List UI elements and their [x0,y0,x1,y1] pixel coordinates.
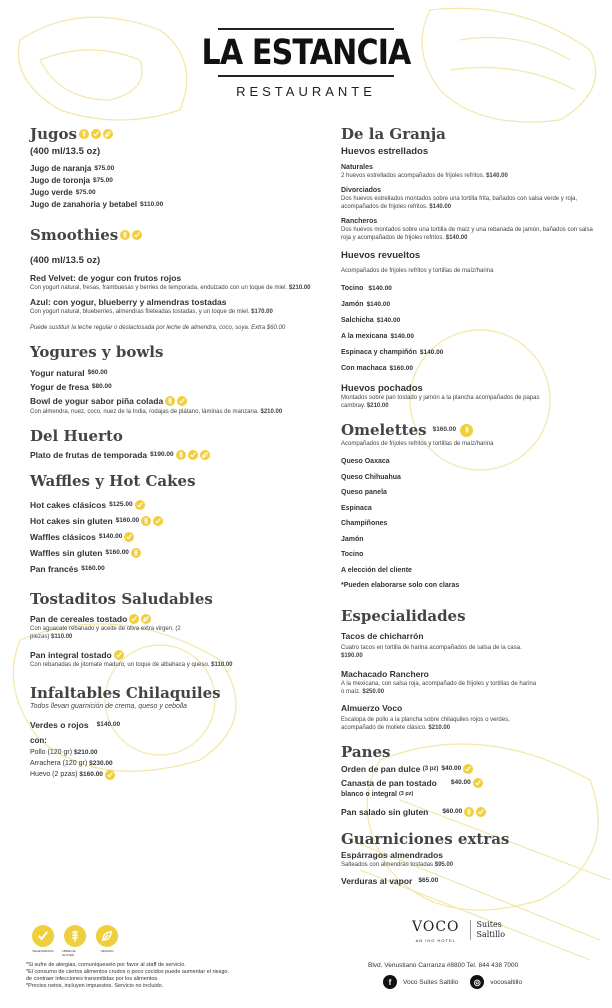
brand-top-rule [218,28,394,30]
menu-item: Pan de cereales tostado [30,613,320,625]
item-description: Con aguacate rebanado y aceite de oliva extra virgen. (2 piezas) $110.00 [30,626,181,640]
leaf-icon [141,614,151,624]
wheat-icon [120,230,130,240]
menu-item: Almuerzo Voco [341,702,403,713]
wheat-icon [464,807,474,817]
menu-item: Divorciados [341,187,382,194]
item-description: Dos huevos estrellados montados sobre una tortilla frita, bañados con salsa verde y roja, acompañados de frijoles refritos. $140.00 [341,196,578,210]
omelettes-note: *Pueden elaborarse solo con claras [341,582,460,589]
omelettes-price: $160.00 [432,426,457,433]
check-icon [129,614,139,624]
disclaimer-line: de contraer infecciones transmitidas por los alimentos. [26,976,159,982]
section-omelettes [341,420,603,440]
menu-item: Tocino $140.00 [341,285,392,292]
section-yogures [30,342,320,362]
smoothies-size: (400 ml/13.5 oz) [30,255,101,266]
check-icon [463,764,473,774]
section-tostaditos [30,589,320,609]
menu-item: Plato de frutas de temporada $190.00 [30,449,320,461]
section-panes [341,742,603,762]
item-description: Salteados con almendras tostadas $95.00 [341,861,454,868]
section-especialidades [341,606,603,626]
menu-item: Yogur natural $60.00 [30,368,108,378]
menu-item: Tacos de chicharrón [341,630,424,641]
brand-header [0,28,612,99]
legend-label: VEGANO [100,949,114,953]
menu-item: Pan integral tostado [30,649,320,661]
wheat-icon [165,396,175,406]
section-chilaquiles [30,683,320,703]
check-icon [177,396,187,406]
menu-item: Queso Chihuahua [341,473,401,481]
menu-item: Waffles sin gluten $160.00 [30,545,320,561]
menu-item: Yogur de fresa $80.00 [30,382,112,392]
disclaimer-line: *Precios netos, incluyen impuestos. Servicio no incluido. [26,983,164,989]
brand-subtitle: RESTAURANTE [236,84,376,99]
menu-item: Rancheros [341,218,378,225]
menu-item: Azul: con yogur, blueberry y almendras tostadas [30,297,227,307]
suites-logo: Suites Saltillo [470,920,506,940]
legend-vegetariano [30,925,56,957]
menu-item: Waffles clásicos $140.00 [30,529,320,545]
instagram-handle[interactable]: vocosaltillo [490,978,523,986]
check-icon [105,770,115,780]
left-column [30,124,320,780]
menu-item: Bowl de yogur sabor piña colada [30,394,320,408]
instagram-icon[interactable]: ◎ [470,975,484,989]
menu-item: Jugo de naranja $75.00 [30,164,115,173]
chilaquiles-note: Todos llevan guarnición de crema, queso y cebolla [30,703,187,710]
wheat-icon [64,925,86,947]
menu-item: Canasta de pan tostado $40.00 [341,776,603,790]
section-title: Omelettes [341,421,427,439]
menu-item: Orden de pan dulce (3 pz) $40.00 [341,762,603,776]
item-description: A la mexicana, con salsa roja, acompañado de frijoles y tortillas de harina o maíz. $250.00 [341,680,537,695]
item-description: Cuatro tacos en tortilla de harina acompañados de salsa de la casa. $190.00 [341,644,522,659]
section-smoothies [30,225,320,245]
brand-bottom-rule [218,75,394,77]
disclaimer-line: *El consumo de ciertos alimentos crudos o poco cocidos puede aumentar el riesgo. [26,969,230,975]
voco-logo: VOCO AN IHG HOTEL [412,919,460,943]
item-description: Con rebanadas de jitomate maduro, un toque de albahaca y queso. $110.00 [30,662,233,668]
omelettes-description: Acompañados de frijoles refritos y tortillas de maíz/harina [341,441,494,447]
menu-item: Machacado Ranchero [341,668,429,679]
leaf-icon [103,129,113,139]
item-description: Con almendra, nuez, coco, nuez de la India, rodajas de plátano, láminas de manzana. $210.00 [30,409,283,415]
section-title: Especialidades [341,606,466,625]
section-jugos [30,124,320,144]
check-icon [124,532,134,542]
facebook-handle[interactable]: Voco Suites Saltillo [403,978,459,986]
menu-item: Arrachera (120 gr) $230.00 [30,760,113,767]
right-column [341,124,603,887]
wheat-icon [79,129,89,139]
menu-item: Champiñones [341,520,388,527]
menu-item: Huevo (2 pzas) $160.00 [30,769,320,780]
menu-item: Salchicha $140.00 [341,317,401,324]
wheat-icon [131,548,141,558]
facebook-icon[interactable]: f [383,975,397,989]
menu-item: Pollo (120 gr) $210.00 [30,749,98,756]
section-title: Waffles y Hot Cakes [30,472,196,490]
menu-item: A la mexicana $140.00 [341,333,414,340]
legend-vegano [94,925,120,957]
item-description: Escalopa de pollo a la plancha sobre chilaquiles rojos o verdes, acompañado de mollete clásico. $210.00 [341,716,510,731]
check-icon [153,516,163,526]
brand-name: LA ESTANCIA [201,33,411,73]
wheat-icon [176,450,186,460]
section-title: Tostaditos Saludables [30,590,213,608]
check-icon [473,778,483,788]
menu-item: Verdes o rojos $140.00 [30,720,121,730]
menu-item: Queso panela [341,489,387,496]
hotel-logo [412,920,505,948]
check-icon [91,129,101,139]
item-description: 2 huevos estrellados acompañados de frijoles refritos. $140.00 [341,173,508,179]
wheat-icon [141,516,151,526]
menu-item: Pan salado sin gluten $60.00 [341,805,603,819]
subsection-title: Huevos estrellados [341,146,429,157]
address: Blvd. Venustiano Carranza #8800 Tel. 844 438 7000 [368,962,519,969]
wheat-icon [460,424,473,437]
menu-item: Verduras al vapor $65.00 [341,875,439,886]
section-title: Del Huerto [30,427,123,445]
disclaimer-line: *Si sufre de alergias, comuníqueselo por favor al staff de servicio. [26,962,186,968]
subsection-title: Huevos revueltos [341,250,421,261]
section-title: De la Granja [341,125,446,143]
menu-item: Con machaca $160.00 [341,365,414,372]
menu-item: Espinaca y champiñón $140.00 [341,349,444,356]
check-icon [32,925,54,947]
jugos-size: (400 ml/13.5 oz) [30,146,101,157]
section-huerto [30,426,320,446]
menu-item: Pan francés $160.00 [30,564,105,574]
menu-item: Hot cakes sin gluten $160.00 [30,513,320,529]
disclaimer [26,962,326,990]
check-icon [132,230,142,240]
section-granja [341,124,603,144]
check-icon [188,450,198,460]
menu-item: Naturales [341,164,373,171]
menu-item: Tocino [341,551,364,558]
smoothies-note: Puede sustituir la leche regular o deslactosada por leche de almendra, coco, soya. Extra $60.00 [30,325,286,331]
leaf-icon [96,925,118,947]
section-title: Infaltables Chilaquiles [30,684,221,702]
legend-sin-gluten [62,925,88,957]
section-title: Yogures y bowls [30,343,164,361]
check-icon [114,650,124,660]
menu-item: Jamón [341,535,364,543]
menu-item: Queso Oaxaca [341,458,390,465]
dietary-legend [30,925,120,957]
menu-item-line2: blanco o integral (3 pz) [341,790,414,798]
menu-item: Jamón $140.00 [341,301,391,308]
social-links [383,975,522,989]
menu-item: Hot cakes clásicos $125.00 [30,497,320,513]
section-guarniciones [341,829,603,849]
menu-item: A elección del cliente [341,566,412,574]
menu-item: Red Velvet: de yogur con frutos rojos [30,273,182,283]
menu-item: Jugo de toronja $75.00 [30,176,113,185]
section-title: Guarniciones extras [341,829,510,848]
menu-item: Jugo verde $75.00 [30,188,96,197]
section-title: Panes [341,742,391,761]
item-description: Con yogurt natural, fresas, frambuesas y berries de temporada, endulzado con un toque de miel. $210.00 [30,285,311,291]
menu-item: Espinaca [341,504,372,512]
item-description: Montados sobre pan tostado y jamón a la plancha acompañados de papas cambray. $210.00 [341,395,540,409]
check-icon [476,807,486,817]
item-description: Con yogurt natural, blueberries, almendras fileteadas tostadas, y un toque de miel. $170.00 [30,309,273,315]
legend-label: VEGETARIANO [32,949,54,953]
menu-item: Espárragos almendrados [341,849,444,860]
subsection-description: Acompañados de frijoles refritos y tortillas de maíz/harina [341,268,494,274]
section-title: Smoothies [30,226,119,244]
item-description: Dos huevos montados sobre una tortilla de maíz y una rebanada de jamón, bañados con salsa roja y acompañados de frijoles refritos. $140.00 [341,227,593,241]
section-waffles [30,471,320,491]
subsection-title: Huevos pochados [341,383,423,394]
section-title: Jugos [30,125,77,143]
menu-item: Jugo de zanahoria y betabel $110.00 [30,200,164,209]
check-icon [135,500,145,510]
legend-label: LIBRE DE GLUTEN [62,949,76,957]
leaf-icon [200,450,210,460]
chilaquiles-con: con: [30,736,47,745]
